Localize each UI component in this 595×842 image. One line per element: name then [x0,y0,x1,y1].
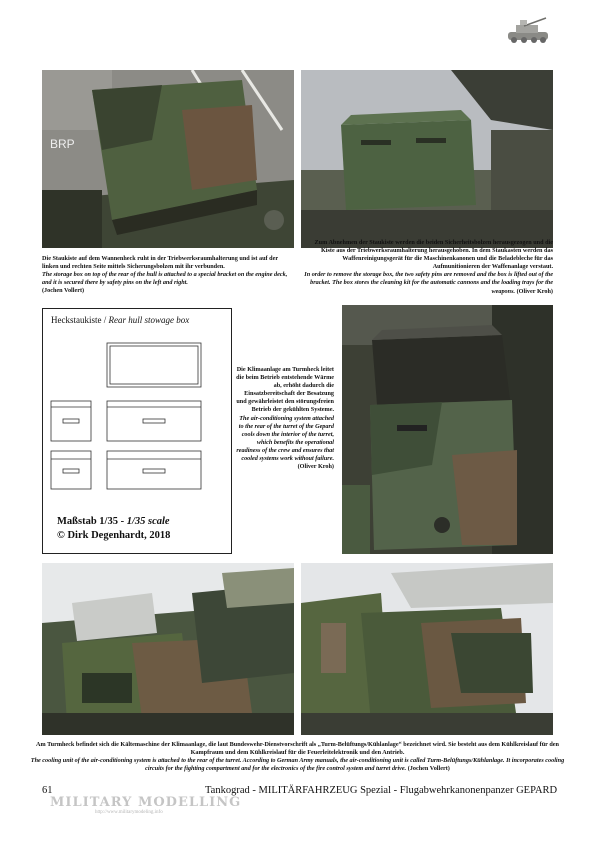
running-title: Tankograd - MILITÄRFAHRZEUG Spezial - Flugabwehrkanonenpanzer GEPARD [205,785,558,796]
scale-de: Maßstab 1/35 - [57,516,125,527]
caption-top-right [301,239,553,296]
photo-credit: (Jochen Vollert) [407,765,450,773]
stowage-box-drawing [42,308,232,554]
photo-credit: (Oliver Kroh) [516,287,553,295]
watermark: MILITARY MODELLING [50,795,242,810]
drawing-copyright: © Dirk Degenhardt, 2018 [57,530,171,541]
drawing-title-de: Heckstaukiste / [51,315,107,325]
photo-turret-rear-left [42,563,294,735]
page-number: 61 [42,785,53,796]
caption-bottom [30,741,565,773]
watermark-url: http://www.militarymodeling.info [95,810,163,815]
photo-credit: (Jochen Vollert) [42,287,85,295]
svg-text:BRP: BRP [50,137,75,151]
photo-credit: (Oliver Kroh) [297,463,334,471]
caption-text-en: The air-conditioning system attached to the rear of the turret of the Gepard cools down the interior of the turret, which benefits the operational readiness of the crew and ensures that cooled systems work without failure. [236,414,334,463]
caption-text-de: Am Turmheck befindet sich die Kältemaschine der Klimaanlage, die laut Bundeswehr-Dienstvorschrift als „Turm-Belüftungs/Kühlanlage“ bezeichnet wird. Sie besteht aus dem Kühlkreislauf für den Kampfraum und dem Kühlkreislauf für die Feuerleitelektronik und den Antrieb. [36,741,559,757]
drawing-title-en: Rear hull stowage box [108,315,190,325]
drawing-views [43,309,231,509]
drawing-scale [57,515,170,543]
photo-air-conditioning-unit [342,305,553,554]
scale-en: 1/35 scale [126,516,170,527]
photo-storage-box-removed [301,70,553,248]
caption-text-de: Die Staukiste auf dem Wannenheck ruht in der Triebwerksraumhalterung und ist auf der linken und rechten Seite mittels Sicherungsbolzen mit ihr verbunden. [42,255,278,271]
photo-storage-box-on-hull [42,70,294,248]
caption-middle [236,366,334,471]
caption-text-de: Zum Abnehmen der Staukiste werden die beiden Sicherheitsbolzen herausgezogen und die Kiste aus der Triebwerksraumhalterung herausgehoben. In dem Staukasten werden das Waffenreinigungsgerät für die Maschinenkanonen und die Beladebleche für das Aufmunitionieren der Waffenanlage verstaut. [314,239,553,271]
caption-text-en: The storage box on top of the rear of the hull is attached to a special bracket on the engine deck, and it is secured there by safety pins on the left and right. [42,271,288,287]
photo-turret-rear-right [301,563,553,735]
caption-text-en: The cooling unit of the air-conditioning system is attached to the rear of the turret. According to German Army manuals, the air-conditioning unit is called Turm-Belüftungs/Kühlanlage. It incorporates cooling circuits for the fighting compartment and for the electronics of the fire control system and turret drive. [30,757,565,773]
caption-top-left [42,255,294,295]
corner-tank-logo [504,14,552,46]
caption-text-en: In order to remove the storage box, the two safety pins are removed and the box is lifted out of the bracket. The box stores the cleaning kit for the automatic cannons and the loading trays for the weapons. [304,271,553,295]
caption-text-de: Die Klimaanlage am Turmheck leitet die beim Betrieb entstehende Wärme ab, erhöht dadurch die Einsatzbereitschaft der Besatzung und gewährleistet den störungsfreien Betrieb der gekühlten Systeme. [236,366,334,414]
